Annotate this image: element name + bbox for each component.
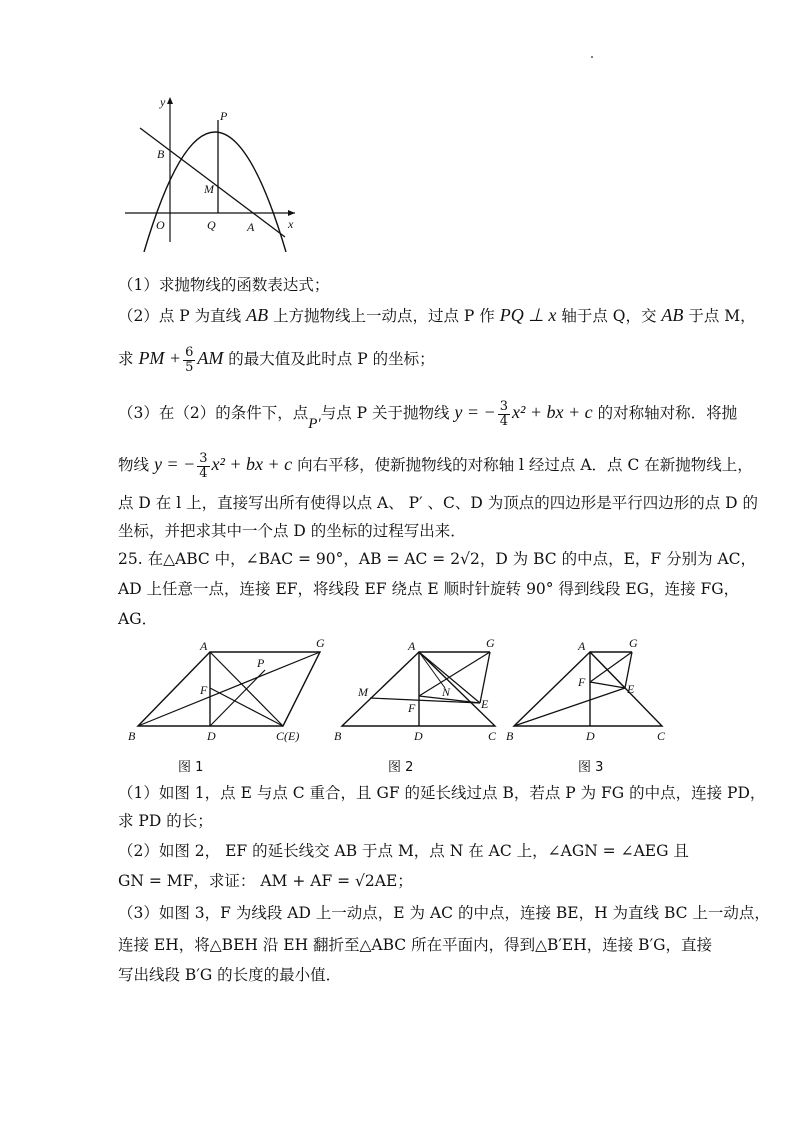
fig3-F: F <box>578 675 586 689</box>
fig2-C: C <box>488 729 497 743</box>
fig1-P: P <box>257 656 265 670</box>
figure-3 <box>502 636 682 748</box>
fig3-D: D <box>586 729 595 743</box>
q24-part2-line1: （2）点 P 为直线 AB 上方抛物线上一动点，过点 P 作 PQ ⊥ x 轴于点 Q，交 AB 于点 M， <box>118 305 756 325</box>
q25-s3-line2: 连接 EH，将△BEH 沿 EH 翻折至△ABC 所在平面内，得到△B′EH，连接 B′G，直接 <box>118 936 712 954</box>
label-x: x <box>288 217 294 231</box>
fig1-D: D <box>207 729 216 743</box>
fig3-G: G <box>629 636 638 650</box>
fig2-B: B <box>334 729 342 743</box>
q25-s2-line1: （2）如图 2， EF 的延长线交 AB 于点 M，点 N 在 AC 上，∠AGN = ∠AEG 且 <box>118 842 689 860</box>
q25-line3: AG． <box>118 610 158 628</box>
fig2-M: M <box>358 685 368 699</box>
q25-s1-line2: 求 PD 的长； <box>118 812 213 830</box>
fig1-F: F <box>200 683 208 697</box>
label-A: A <box>247 220 255 234</box>
parabola-figure <box>120 92 310 252</box>
fig1-caption: 图 1 <box>178 760 204 775</box>
q25-s2-line2: GN = MF，求证： AM + AF = √2AE； <box>118 872 413 890</box>
label-M: M <box>204 182 214 196</box>
q24-part1: （1）求抛物线的函数表达式； <box>118 276 330 294</box>
fig3-B: B <box>506 729 514 743</box>
label-O: O <box>156 218 165 232</box>
label-B: B <box>157 147 165 161</box>
fig2-A: A <box>408 639 416 653</box>
q24-part3-line4: 坐标，并把求其中一个点 D 的坐标的过程写出来． <box>118 522 466 540</box>
fig2-D: D <box>414 729 423 743</box>
q25-s3-line3: 写出线段 B′G 的长度的最小值． <box>118 966 342 984</box>
q25-line2: AD 上任意一点，连接 EF，将线段 EF 绕点 E 顺时针旋转 90° 得到线段 EG，连接 FG， <box>118 580 740 598</box>
fig2-N: N <box>442 685 451 699</box>
q24-part3-line3: 点 D 在 l 上，直接写出所有使得以点 A、 P′ 、C、D 为顶点的四边形是平行四边形的点 D 的 <box>118 494 759 512</box>
figure-2 <box>330 636 510 748</box>
fig3-caption: 图 3 <box>578 760 604 775</box>
fig1-CE: C(E) <box>276 729 300 743</box>
decorative-dot <box>591 56 593 58</box>
label-y: y <box>160 95 166 109</box>
label-P: P <box>220 109 228 123</box>
fig1-G: G <box>316 636 325 650</box>
q24-part2-line2: 求 PM + $\frac{6}{5}$ AM 的最大值及此时点 P 的坐标； <box>118 344 435 375</box>
fig3-C: C <box>657 729 666 743</box>
q24-part3-line1: （3）在（2）的条件下，点P′与点 P 关于抛物线 y = − $\frac{3}{4}$ x² + bx + c 的对称轴对称．将抛 <box>118 398 738 432</box>
fig3-E: E <box>627 682 635 696</box>
fig3-A: A <box>578 639 586 653</box>
q25-s3-line1: （3）如图 3，F 为线段 AD 上一动点，E 为 AC 的中点，连接 BE，H 为直线 BC 上一动点， <box>118 904 770 922</box>
label-Q: Q <box>207 218 216 232</box>
q25-s1-line1: （1）如图 1，点 E 与点 C 重合，且 GF 的延长线过点 B，若点 P 为 FG 的中点，连接 PD， <box>118 784 766 802</box>
q25-line1: 25. 在△ABC 中，∠BAC = 90°，AB = AC = 2√2，D 为 BC 的中点，E，F 分别为 AC， <box>118 550 757 568</box>
q24-part3-line2: 物线 y = − $\frac{3}{4}$ x² + bx + c 向右平移，使新抛物线的对称轴 l 经过点 A．点 C 在新抛物线上， <box>118 450 753 481</box>
fig2-G: G <box>486 636 495 650</box>
fig2-F: F <box>408 701 416 715</box>
fig2-E: E <box>481 697 489 711</box>
figure-1 <box>128 636 338 748</box>
fig2-caption: 图 2 <box>388 760 414 775</box>
fig1-B: B <box>128 729 136 743</box>
fig1-A: A <box>200 639 208 653</box>
